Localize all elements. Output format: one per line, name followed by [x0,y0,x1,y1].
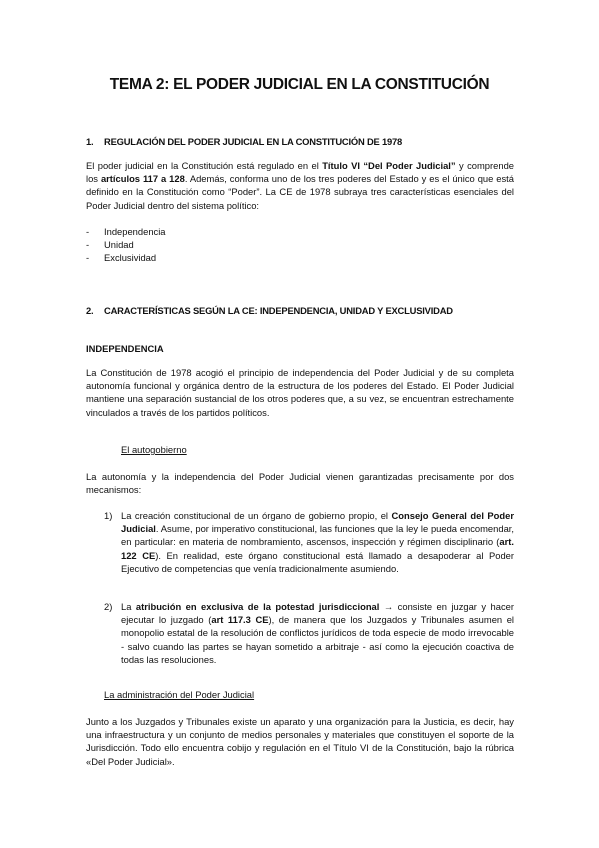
bold-run: Consejo General del Poder Judicial [121,510,515,535]
characteristics-list [104,225,166,265]
administracion-heading: La administración del Poder Judicial [104,689,255,700]
bold-run: Título VI “Del Poder Judicial” [322,160,456,171]
text-run: ), de manera que los Juzgados y Tribunales asumen el monopolio estatal de la resolución de conflictos jurídicos de toda especie de modo irrevocable - salvo cuando las partes se hayan sometido a arbitraje - así como la ejecución coactiva de todas las resoluciones. [121,614,514,665]
text-run: El poder judicial en la Constitución está regulado en el [86,160,323,171]
text-run: ). En realidad, este órgano constitucional está llamado a desapoderar al Poder Ejecutivo de competencias que venía tradicionalmente asumiendo. [121,549,514,574]
bold-run: atribución en exclusiva de la potestad jurisdiccional [135,601,380,612]
text-run: → consiste en juzgar y hacer ejecutar lo juzgado ( [121,601,514,626]
list-item: - Unidad [104,238,166,251]
text-run: La [121,601,136,612]
bold-run: art 117.3 CE [211,614,269,626]
mechanism-item-1 [104,509,515,575]
section-number: 1. [86,136,94,147]
section-heading-1 [86,136,403,147]
item-number: 2) [104,601,113,612]
list-item: - Independencia [104,225,166,238]
text-run: y comprende los [86,160,514,185]
independencia-heading: INDEPENDENCIA [86,343,164,354]
mechanism-item-2 [104,600,514,666]
section-heading-text: REGULACIÓN DEL PODER JUDICIAL EN LA CONSTITUCIÓN DE 1978 [104,136,403,147]
bold-run: artículos 117 a 128 [100,173,185,185]
item-number: 1) [104,510,113,521]
autogobierno-heading: El autogobierno [121,444,187,455]
section-heading-text: CARACTERÍSTICAS SEGÚN LA CE: INDEPENDENCIA, UNIDAD Y EXCLUSIVIDAD [104,305,453,316]
page-title: TEMA 2: EL PODER JUDICIAL EN LA CONSTITUCIÓN [109,76,490,93]
bold-run: art. 122 CE [121,536,514,561]
autogobierno-paragraph: La autonomía y la independencia del Poder Judicial vienen garantizadas precisamente por dos mecanismos: [86,471,514,496]
text-run: La creación constitucional de un órgano de gobierno propio, el [121,510,392,521]
text-run: . Asume, por imperativo constitucional, las funciones que la ley le pueda encomendar, en particular: en materia de nombramiento, ascensos, inspección y régimen disciplinario ( [121,523,514,548]
intro-paragraph [86,159,514,212]
independencia-paragraph: La Constitución de 1978 acogió el principio de independencia del Poder Judicial y de su completa autonomía funcional y orgánica dentro de la estructura de los poderes del Estado. El Poder Judicial mantiene una separación sustancial de los otros poderes que, a su vez, se encuentran estrechamente vinculados a través de los partidos políticos. [86,367,514,418]
administracion-paragraph: Junto a los Juzgados y Tribunales existe un aparato y una organización para la Justicia, es decir, hay una infraestructura y un conjunto de medios personales y materiales que constituyen el soporte de la Jurisdicción. Todo ello encuentra cobijo y regulación en el Título VI de la Constitución, bajo la rúbrica «Del Poder Judicial». [86,716,514,767]
list-item: - Exclusividad [104,251,166,264]
section-number: 2. [86,305,94,316]
section-heading-2 [86,305,453,316]
text-run: . Además, conforma uno de los tres poderes del Estado y es el único que está definido en la Constitución como “Poder”. La CE de 1978 subraya tres características esenciales del Poder Judicial dentro del sistema político: [86,173,514,211]
